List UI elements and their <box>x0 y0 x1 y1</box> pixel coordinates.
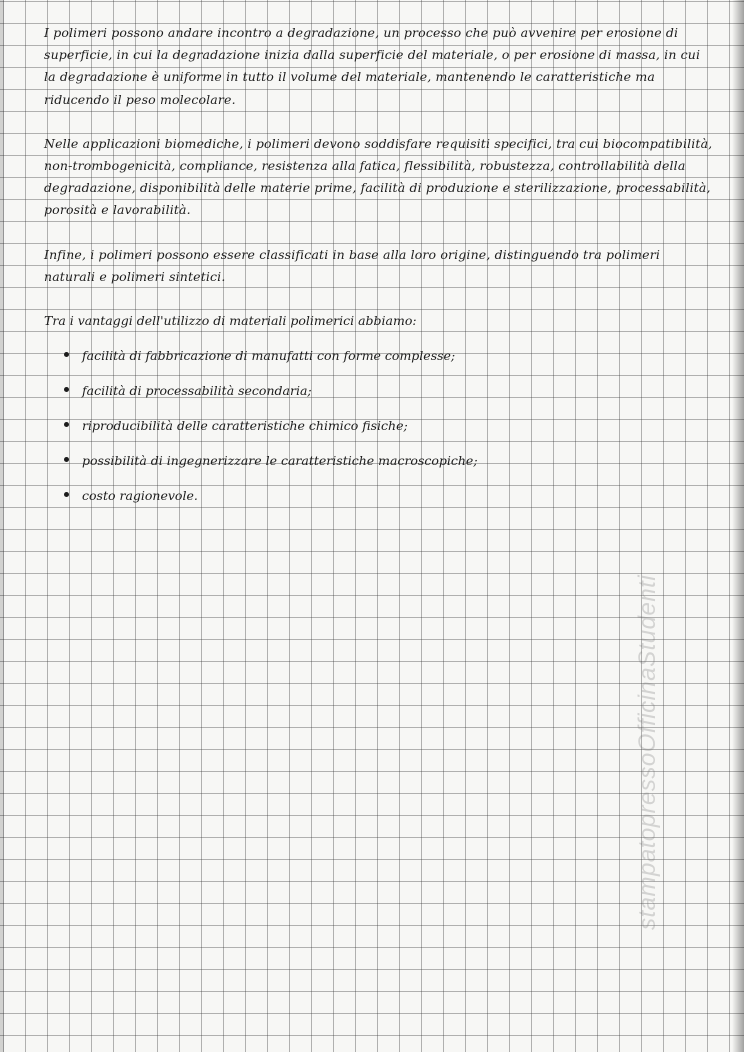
bullet-icon <box>64 387 69 392</box>
list-item <box>64 415 714 437</box>
list-item-text: facilità di fabbricazione di manufatti con forme complesse; <box>82 347 456 363</box>
page-right-edge <box>732 0 744 1052</box>
watermark-text: stampatopressoOfficinaStudenti <box>634 574 661 930</box>
handwritten-notes <box>44 22 714 520</box>
advantages-intro: Tra i vantaggi dell'utilizzo di materiali polimerici abbiamo: <box>44 313 417 329</box>
list-item-text: facilità di processabilità secondaria; <box>82 382 312 398</box>
bullet-icon <box>64 422 69 427</box>
paragraph-classification: Infine, i polimeri possono essere classificati in base alla loro origine, distinguendo tra polimeri naturali e polimeri sintetici. <box>44 246 660 284</box>
list-item <box>64 485 714 507</box>
list-item <box>64 345 714 367</box>
list-item <box>64 380 714 402</box>
list-item-text: costo ragionevole. <box>82 488 198 504</box>
page-left-edge <box>0 0 4 1052</box>
paragraph-degradation: I polimeri possono andare incontro a degradazione, un processo che può avvenire per erosione di superficie, in cui la degradazione inizia dalla superficie del materiale, o per erosione di massa, in cui la degradazione è uniforme in tutto il volume del materiale, mantenendo le caratteristiche ma riducendo il peso molecolare. <box>44 25 701 107</box>
bullet-icon <box>64 492 69 497</box>
list-item-text: possibilità di ingegnerizzare le caratteristiche macroscopiche; <box>82 453 478 469</box>
bullet-icon <box>64 457 69 462</box>
list-item <box>64 450 714 472</box>
paragraph-biomedical-requirements: Nelle applicazioni biomediche, i polimeri devono soddisfare requisiti specifici, tra cui biocompatibilità, non-trombogenicità, compliance, resistenza alla fatica, flessibilità, robustezza, controllabilità della degradazione, disponibilità delle materie prime, facilità di produzione e sterilizzazione, processabilità, porosità e lavorabilità. <box>44 135 713 218</box>
list-item-text: riproducibilità delle caratteristiche chimico fisiche; <box>82 417 408 433</box>
bullet-icon <box>64 352 69 357</box>
advantages-list <box>44 345 714 508</box>
